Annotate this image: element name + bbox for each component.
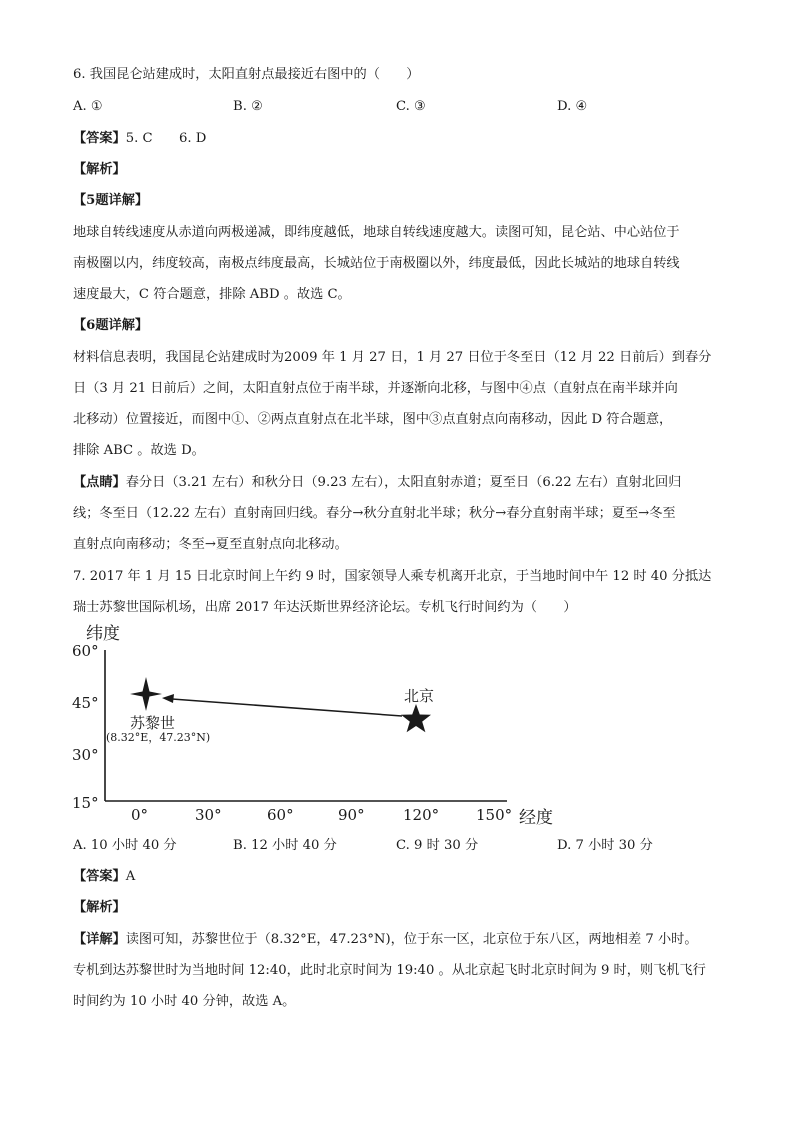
tip-line [73,473,681,493]
q7-option-b: B. 12 小时 40 分 [233,838,337,853]
zurich-coordinates: (8.32°E，47.23°N) [106,731,211,744]
q7-stem: 瑞士苏黎世国际机场，出席 2017 年达沃斯世界经济论坛。专机飞行时间约为（ ） [73,600,577,615]
zurich-marker-icon [130,677,162,711]
answer-text: 5. C 6. D [125,131,207,146]
answer-56 [73,129,206,149]
zurich-label: 苏黎世 [130,714,176,732]
q6-option-d: D. ④ [557,99,588,114]
y-tick-30: 30° [72,746,99,764]
detail6-line: 日（3 月 21 日前后）之间，太阳直射点位于南半球，并逐渐向北移，与图中④点（直射点在南半球并向 [73,381,678,396]
detail6-line: 排除 ABC 。故选 D。 [73,443,205,458]
y-axis-title: 纬度 [86,624,120,644]
detail6-title: 【6题详解】 [73,318,149,333]
detail7-line: 专机到达苏黎世时为当地时间 12:40，此时北京时间为 19:40 。从北京起飞时北京时间为 9 时，则飞机飞行 [73,963,706,978]
detail7-text: 读图可知，苏黎世位于（8.32°E，47.23°N)，位于东一区，北京位于东八区，两地相差 7 小时。 [125,932,698,947]
tip-line: 直射点向南移动；冬至→夏至直射点向北移动。 [73,537,348,552]
detail7-tag: 【详解】 [73,932,126,947]
q6-option-c: C. ③ [396,99,426,114]
detail5-line: 速度最大，C 符合题意，排除 ABD 。故选 C。 [73,287,351,302]
lat-lon-figure [0,617,794,832]
tip-tag: 【点睛】 [73,475,126,490]
x-axis-title: 经度 [519,808,553,828]
flight-path-line [172,699,402,716]
y-tick-45: 45° [72,694,99,712]
q6-option-a: A. ① [73,99,103,114]
q6-stem: 6. 我国昆仑站建成时，太阳直射点最接近右图中的（ ） [73,67,420,82]
answer-tag: 【答案】 [73,131,126,146]
q6-option-b: B. ② [233,99,263,114]
tip-line: 线；冬至日（12.22 左右）直射南回归线。春分→秋分直射北半球；秋分→春分直射南半球；夏至→冬至 [73,506,676,521]
tip-text: 春分日（3.21 左右）和秋分日（9.23 左右），太阳直射赤道；夏至日（6.22 左右）直射北回归 [125,475,682,490]
x-tick-150: 150° [476,806,513,824]
answer7-text: A [125,869,136,884]
detail6-line: 北移动）位置接近，而图中①、②两点直射点在北半球，图中③点直射点向南移动，因此 D 符合题意， [73,412,673,427]
detail5-line: 地球自转线速度从赤道向两极递减，即纬度越低，地球自转线速度越大。读图可知，昆仑站、中心站位于 [73,225,680,240]
detail5-line: 南极圈以内，纬度较高，南极点纬度最高，长城站位于南极圈以外，纬度最低，因此长城站的地球自转线 [73,256,680,271]
x-tick-30: 30° [195,806,222,824]
detail5-title: 【5题详解】 [73,193,149,208]
beijing-label: 北京 [404,687,435,705]
x-tick-0: 0° [131,806,149,824]
detail7-line [73,930,698,950]
q7-stem: 7. 2017 年 1 月 15 日北京时间上午约 9 时，国家领导人乘专机离开北京，于当地时间中午 12 时 40 分抵达 [73,569,712,584]
q7-option-d: D. 7 小时 30 分 [557,838,653,853]
analysis-heading: 【解析】 [73,162,126,177]
analysis-heading-7: 【解析】 [73,900,126,915]
q7-option-c: C. 9 时 30 分 [396,838,479,853]
x-tick-120: 120° [403,806,440,824]
answer7-tag: 【答案】 [73,869,126,884]
y-tick-60: 60° [72,642,99,660]
detail7-line: 时间约为 10 小时 40 分钟，故选 A。 [73,994,296,1009]
x-tick-60: 60° [267,806,294,824]
answer-7 [73,867,135,887]
detail6-line: 材料信息表明，我国昆仑站建成时为2009 年 1 月 27 日，1 月 27 日位于冬至日（12 月 22 日前后）到春分 [73,350,712,365]
x-tick-90: 90° [338,806,365,824]
q7-option-a: A. 10 小时 40 分 [73,838,177,853]
beijing-star-icon [401,704,431,732]
arrowhead-icon [162,694,174,703]
y-tick-15: 15° [72,794,99,812]
